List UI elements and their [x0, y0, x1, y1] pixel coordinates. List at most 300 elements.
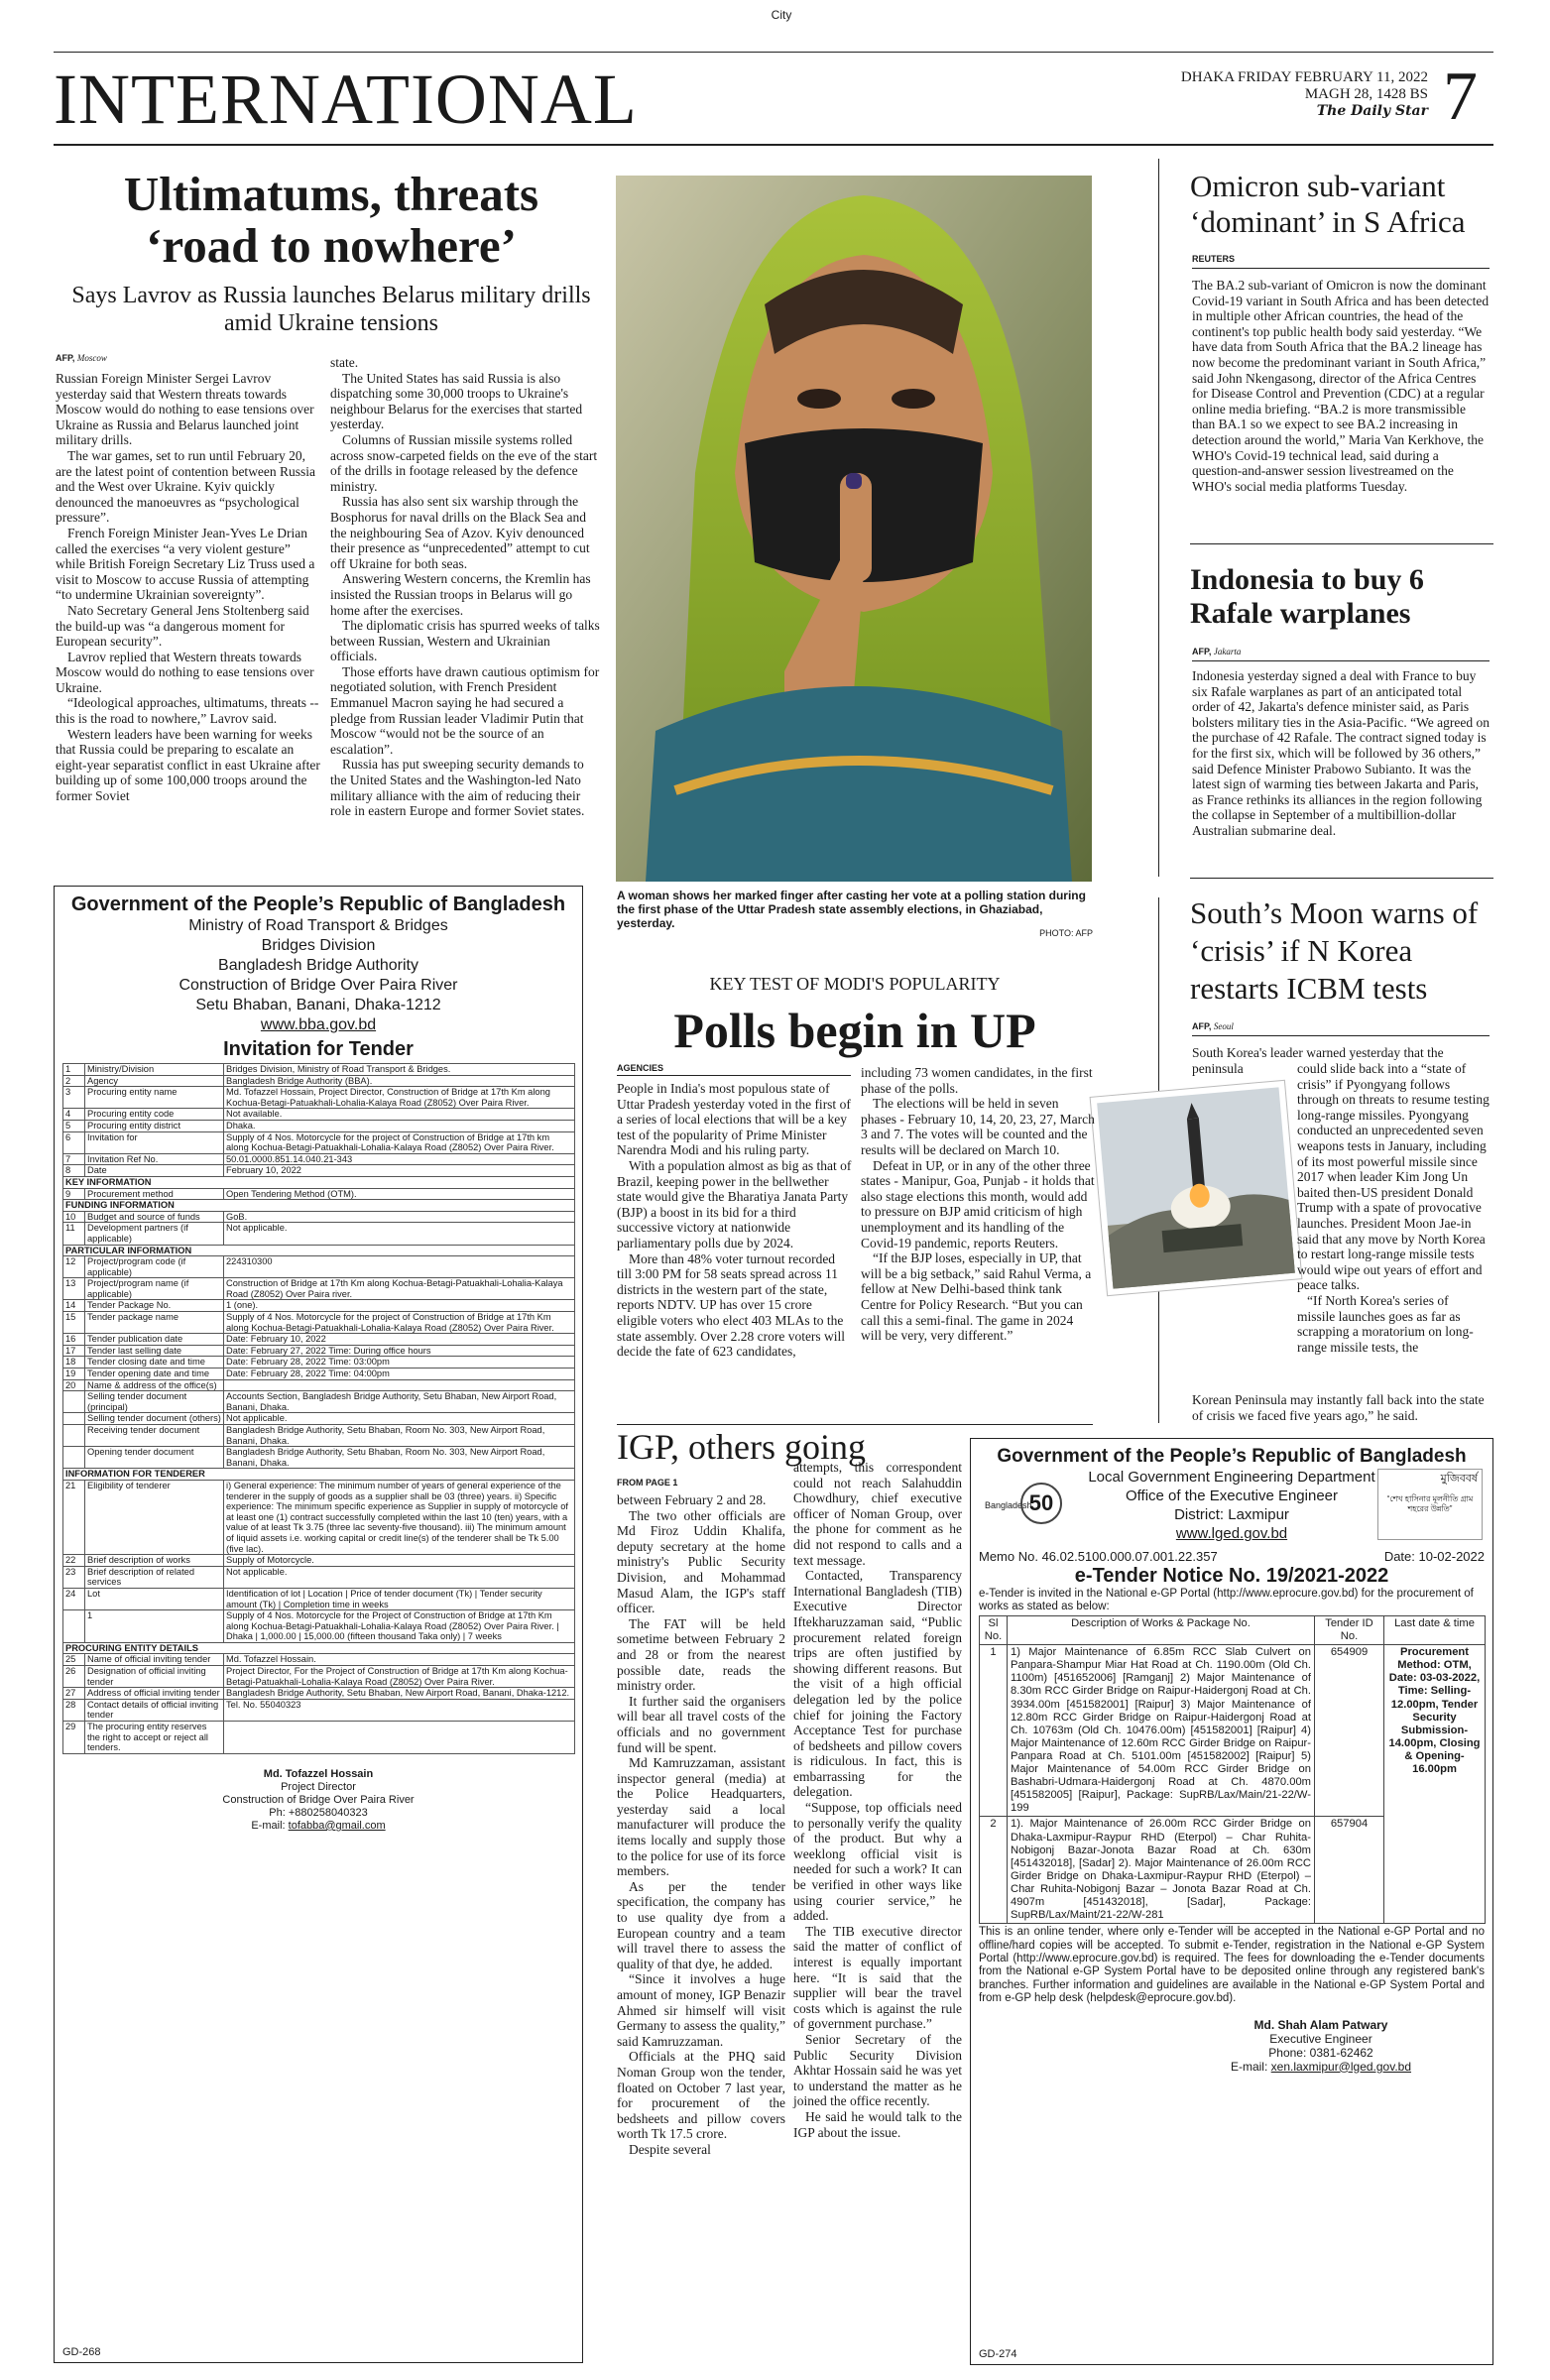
- tender-cell-v: Date: February 10, 2022: [224, 1334, 575, 1346]
- tender-table: [62, 1063, 575, 1754]
- lged-header-cell: Last date & time: [1384, 1616, 1486, 1645]
- lavrov-headline: [54, 169, 609, 272]
- polls-credit-rule: [617, 1075, 851, 1076]
- paragraph: “Ideological approaches, ultimatums, threats -- this is the road to nowhere,” Lavrov said.: [56, 695, 319, 727]
- masthead-rule: [54, 144, 1493, 146]
- korea-headline: South’s Moon warns of ‘crisis’ if N Korea restarts ICBM tests: [1190, 895, 1479, 1006]
- korea-wrap: [1297, 1061, 1490, 1355]
- lavrov-headline-line1: Ultimatums, threats: [123, 167, 539, 221]
- paragraph: It further said the organisers will bear all travel costs of the officials and no government fund will be spent.: [617, 1693, 785, 1755]
- tender-row: [63, 1480, 575, 1554]
- lged-tender-ad: [970, 1438, 1493, 2365]
- bangla-date: MAGH 28, 1428 BS: [1304, 86, 1428, 102]
- tender-row: [63, 1357, 575, 1368]
- paragraph: Russia has also sent six warship through the Bosphorus for naval drills on the Black Sea and the neighbouring Sea of Azov. Kyiv denounced their presence as “unprecedented” attempt to cut off Ukraine for both seas.: [330, 494, 590, 571]
- tender-cell-n: 3: [63, 1087, 85, 1109]
- tender-cell-v: Not applicable.: [224, 1413, 575, 1425]
- photo-credit: PHOTO: AFP: [1039, 928, 1093, 938]
- ad2-signature: [1157, 2018, 1485, 2074]
- paragraph: Lavrov replied that Western threats towards Moscow would do nothing to ease tensions over Ukraine.: [56, 649, 314, 695]
- tender-cell-k: The procuring entity reserves the right to accept or reject all tenders.: [85, 1722, 224, 1754]
- tender-cell-n: 18: [63, 1357, 85, 1368]
- tender-row: [63, 1087, 575, 1109]
- tender-cell-k: Tender Package No.: [85, 1300, 224, 1312]
- tender-cell-k: Date: [85, 1165, 224, 1177]
- indonesia-credit-rule: [1192, 660, 1490, 661]
- tender-row: [63, 1447, 575, 1469]
- ad2-email[interactable]: xen.laxmipur@lged.gov.bd: [1270, 2059, 1412, 2074]
- tender-cell-n: [63, 1447, 85, 1469]
- tender-row: [63, 1064, 575, 1076]
- tender-row: [63, 1131, 575, 1153]
- tender-cell-n: 5: [63, 1120, 85, 1131]
- lged-header-row: [980, 1616, 1486, 1645]
- polls-headline: Polls begin in UP: [673, 1003, 1036, 1058]
- tender-cell-k: Opening tender document: [85, 1447, 224, 1469]
- paragraph: Contacted, Transparency International Bangladesh (TIB) Executive Director Iftekharuzzaman said, “Public procurement related foreign trips are often justified by showing different reasons. But the visit of a high official delegation led by the police chief for joining the Factory Acceptance Test for purchase of bedsheets and pillow covers is ridiculous. In fact, this is embarrassing for the delegation.: [793, 1568, 962, 1800]
- korea-lead: South Korea's leader warned yesterday that the peninsula: [1192, 1045, 1444, 1076]
- ad2-footer: This is an online tender, where only e-Tender will be accepted in the National e-GP Portal and no offline/hard copies will be accepted. To submit e-Tender, registration in the National e-GP System Portal (http://www.eprocure.gov.bd) is required. The fees for downloading the e-Tender documents from the National e-GP System Portal have to be deposited online through any registered bank's branches. Further information and guidelines are available in the National e-GP System Portal and from e-GP help desk (helpdesk@eprocure.gov.bd).: [979, 1926, 1485, 2005]
- tender-row: [63, 1256, 575, 1278]
- tender-section-label: PROCURING ENTITY DETAILS: [63, 1642, 575, 1654]
- tender-cell-v: Date: February 27, 2022 Time: During office hours: [224, 1345, 575, 1357]
- lavrov-credit-agency: AFP,: [56, 353, 75, 363]
- korea-credit-agency: AFP,: [1192, 1021, 1212, 1031]
- tender-cell-v: [224, 1722, 575, 1754]
- paragraph: The two other officials are Md Firoz Uddin Khalifa, deputy secretary at the home ministry's Public Security Division, and Mohammad Masud Alam, the IGP's staff officer.: [617, 1507, 785, 1616]
- tender-cell-k: Name & address of the office(s): [85, 1379, 224, 1391]
- tender-cell-n: 7: [63, 1153, 85, 1165]
- lged-cell-sl: 2: [980, 1817, 1008, 1924]
- tender-cell-v: Supply of Motorcycle.: [224, 1555, 575, 1567]
- paragraph: between February 2 and 28.: [617, 1492, 767, 1507]
- tender-row: [63, 1379, 575, 1391]
- polls-bottom-rule: [617, 1424, 1093, 1425]
- tender-row: [63, 1211, 575, 1223]
- indonesia-bottom-rule: [1190, 878, 1493, 879]
- tender-cell-n: 26: [63, 1666, 85, 1688]
- lged-cell-last: Procurement Method: OTM, Date: 03-03-2022, Time: Selling-12.00pm, Tender Security Submission-14.00pm, Closing & Opening-16.00pm: [1384, 1645, 1486, 1924]
- tender-row: [63, 1391, 575, 1413]
- indonesia-credit-place: Jakarta: [1213, 647, 1242, 656]
- tender-cell-n: 13: [63, 1278, 85, 1300]
- tender-cell-n: 21: [63, 1480, 85, 1554]
- lged-cell-sl: 1: [980, 1645, 1008, 1817]
- tender-cell-v: February 10, 2022: [224, 1165, 575, 1177]
- tender-cell-n: 27: [63, 1688, 85, 1700]
- tender-row: [63, 1555, 575, 1567]
- tender-cell-k: Procuring entity code: [85, 1109, 224, 1121]
- paragraph: More than 48% voter turnout recorded till 3:00 PM for 58 seats spread across 11 districts in the western part of the state, reports NDTV. UP has over 15 crore eligible voters who elect 403 MLAs to the state assembly. Over 2.28 crore voters will decide the fate of 623 candidates,: [617, 1250, 846, 1360]
- tender-cell-n: 19: [63, 1368, 85, 1380]
- ad1-phone: Ph: +880258040323: [269, 1806, 368, 1819]
- tender-cell-n: [63, 1610, 85, 1643]
- tender-cell-v: Supply of 4 Nos. Motorcycle for the project of Construction of Bridge at 17th Km along Kochua-Betagi-Patuakhali-Lohalia-Kalaya Road (Z8052) Over Paira River.: [224, 1312, 575, 1334]
- paragraph: state.: [330, 355, 359, 370]
- tender-cell-v: GoB.: [224, 1211, 575, 1223]
- tender-cell-k: Ministry/Division: [85, 1064, 224, 1076]
- tender-cell-v: i) General experience: The minimum number of years of general experience of the tenderer in the supply of goods as a supplier shall be 03 (three) years. ii) Specific experience: The minimum specific experience as Supplier in supply of motorcycle of at least one (1) contract successfully completed within the last 10 (ten) years, with a value of at least Tk 3.75 (three lac seventy-five thousand). iii) The minimum amount of liquid assets i.e. working capital or credit line(s) of the tenderer shall be Tk 5.00 (five lac).: [224, 1480, 575, 1554]
- voter-photo-illustration: [616, 176, 1092, 882]
- paragraph: Answering Western concerns, the Kremlin has insisted the Russian troops in Belarus will go home after the exercises.: [330, 571, 591, 618]
- paragraph: “If North Korea's series of missile launches goes as far as scrapping a moratorium on long-range missile tests, the: [1297, 1292, 1474, 1355]
- dateline: [1131, 69, 1428, 120]
- tender-cell-n: 8: [63, 1165, 85, 1177]
- lavrov-col2: [330, 355, 600, 819]
- ad2-gov: Government of the People’s Republic of Bangladesh: [997, 1446, 1467, 1467]
- ad2-dept: Local Government Engineering Department: [1088, 1469, 1375, 1486]
- lged-cell-desc: 1). Major Maintenance of 26.00m RCC Girder Bridge on Dhaka-Laxmipur-Raypur RHD (Eterpol) – Char Ruhita-Nobigonj Bazar-Jonota Bazar Road at Ch. 630m [451432018], [Sadar] 2). Major Maintenance of 26.00m RCC Girder Bridge on Dhaka-Laxmipur-Raypur RHD (Eterpol) – Char Ruhita-Nobigonj Bazar – Jonota Bazar Road at Ch. 4907m [451432018], [Sadar], Package: SupRB/Lax/Maint/21-22/W-281: [1008, 1817, 1315, 1924]
- tender-cell-v: Project Director, For the Project of Construction of Bridge at 17th Km along Kochua-Betagi-Patuakhali-Lohalia-Kalaya Road (Z8052) Over Paira River.: [224, 1666, 575, 1688]
- omicron-headline: Omicron sub-variant ‘dominant’ in S Africa: [1190, 169, 1466, 239]
- tender-cell-n: 10: [63, 1211, 85, 1223]
- tender-row: [63, 1666, 575, 1688]
- tender-cell-k: Procuring entity district: [85, 1120, 224, 1131]
- ad2-email-label: E-mail:: [1230, 2059, 1268, 2074]
- ad1-title: Invitation for Tender: [223, 1038, 414, 1060]
- paragraph: As per the tender specification, the company has to use quality dye from a European country and a team will travel there to assess the quality of that dye, he added.: [617, 1878, 785, 1971]
- tender-cell-v: Supply of 4 Nos. Motorcycle for the Project of Construction of Bridge at 17th Km along Kochua-Betagi-Patuakhali-Lohalia-Kalaya Road (Z8052) Over Paira River. | Dhaka | 1,000.00 | 15,000.00 (fifteen thousand Taka only) | 7 weeks: [224, 1610, 575, 1643]
- ad1-signer-project: Construction of Bridge Over Paira River: [222, 1793, 415, 1806]
- tender-cell-k: Selling tender document (principal): [85, 1391, 224, 1413]
- tender-cell-n: 15: [63, 1312, 85, 1334]
- tender-row: [63, 1153, 575, 1165]
- tender-cell-n: 6: [63, 1131, 85, 1153]
- tender-section-label: KEY INFORMATION: [63, 1176, 575, 1188]
- paragraph: The diplomatic crisis has spurred weeks of talks between Russian, Western and Ukrainian officials.: [330, 618, 600, 664]
- tender-cell-n: 29: [63, 1722, 85, 1754]
- tender-row: [63, 1688, 575, 1700]
- paragraph: French Foreign Minister Jean-Yves Le Drian called the exercises “a very violent gesture” while British Foreign Secretary Liz Truss used a visit to Moscow to accuse Russia of attempting “to undermine Ukrainian sovereignty”.: [56, 525, 315, 603]
- tender-row: [63, 1654, 575, 1666]
- tender-section-label: FUNDING INFORMATION: [63, 1200, 575, 1212]
- tender-row: [63, 1300, 575, 1312]
- ad1-signature: [62, 1768, 574, 1833]
- date-text: DHAKA FRIDAY FEBRUARY 11, 2022: [1180, 69, 1428, 85]
- ad2-slogan: “শেখ হাসিনার মূলনীতি গ্রাম শহরের উন্নতি”: [1386, 1494, 1474, 1513]
- ad2-website[interactable]: www.lged.gov.bd: [1175, 1525, 1288, 1542]
- polls-col1: [617, 1081, 853, 1360]
- tender-cell-k: Address of official inviting tender: [85, 1688, 224, 1700]
- tender-cell-k: Lot: [85, 1588, 224, 1609]
- lged-cell-id: 654909: [1315, 1645, 1384, 1817]
- paragraph: “If the BJP loses, especially in UP, that will be a big setback,” said Rahul Verma, a fellow at New Delhi-based think tank Centre for Policy Research. “But you can call this a semi-final. The game in 2024 will be very, very different.”: [861, 1250, 1092, 1344]
- tender-cell-n: 14: [63, 1300, 85, 1312]
- tender-cell-v: Supply of 4 Nos. Motorcycle for the project of Construction of Bridge at 17th km along Kochua-Betagi-Patuakhali-Lohalia-Kalaya Road (Z8052) Over Paira River.: [224, 1131, 575, 1153]
- ad1-division: Bridges Division: [261, 937, 376, 954]
- ad2-badge: [1377, 1469, 1483, 1540]
- tender-row: [63, 1566, 575, 1588]
- tender-cell-n: 25: [63, 1654, 85, 1666]
- tender-section-row: [63, 1200, 575, 1212]
- tender-cell-k: Tender package name: [85, 1312, 224, 1334]
- page-number: 7: [1443, 59, 1478, 135]
- tender-section-row: [63, 1469, 575, 1481]
- tender-cell-v: Bangladesh Bridge Authority, Setu Bhaban, Room No. 303, New Airport Road, Banani, Dhaka.: [224, 1447, 575, 1469]
- paragraph: Those efforts have drawn cautious optimism for negotiated solution, with French President Emmanuel Macron saying he had secured a pledge from Russian leader Vladimir Putin that Moscow “would not be the source of an escalation”.: [330, 663, 600, 757]
- ad2-district: District: Laxmipur: [1174, 1506, 1289, 1523]
- tender-section-label: PARTICULAR INFORMATION: [63, 1245, 575, 1256]
- omicron-body: The BA.2 sub-variant of Omicron is now the dominant Covid-19 variant in South Africa and has been detected in multiple other African countries, the head of the continent's top public health body said yesterday. “We have data from South Africa that the BA.2 lineage has now become the predominant variant in South Africa,” said John Nkengasong, director of the Africa Centres for Disease Control and Prevention (CDC) at a regular online media briefing. “BA.2 is more transmissible than BA.1 so we expect to see BA.2 increasing in detection around the world,” Maria Van Kerkhove, the WHO's Covid-19 technical lead, said during a question-and-answer session livestreamed on the WHO's social media platforms Tuesday.: [1192, 278, 1490, 494]
- paragraph: Western leaders have been warning for weeks that Russia could be preparing to escalate an eight-year separatist conflict in east Ukraine after building up of some 100,000 troops around the former Soviet: [56, 726, 320, 804]
- tender-row: [63, 1278, 575, 1300]
- paragraph: including 73 women candidates, in the first phase of the polls.: [861, 1065, 1093, 1096]
- korea-credit-rule: [1192, 1035, 1490, 1036]
- tender-row: [63, 1120, 575, 1131]
- tender-cell-k: Tender last selling date: [85, 1345, 224, 1357]
- tender-cell-k: Contact details of official inviting tender: [85, 1699, 224, 1721]
- paragraph: Officials at the PHQ said Noman Group won the tender, floated on October 7 last year, for procurement of the bedsheets and pillow covers worth Tk 17.5 crore.: [617, 2049, 785, 2142]
- paragraph: attempts, this correspondent could not reach Salahuddin Chowdhury, chief executive officer of Noman Group, over the phone for comment as he did not respond to calls and a text message.: [793, 1460, 962, 1568]
- tender-cell-k: 1: [85, 1610, 224, 1643]
- lged-header-cell: Tender ID No.: [1315, 1616, 1384, 1645]
- korea-credit-place: Seoul: [1213, 1021, 1234, 1031]
- tender-section-row: [63, 1176, 575, 1188]
- polls-col2: [861, 1065, 1095, 1344]
- tender-cell-n: [63, 1413, 85, 1425]
- tender-row: [63, 1334, 575, 1346]
- tender-row: [63, 1722, 575, 1754]
- tender-cell-n: [63, 1391, 85, 1413]
- polls-kicker: KEY TEST OF MODI'S POPULARITY: [709, 974, 1001, 994]
- tender-row: [63, 1368, 575, 1380]
- tender-cell-k: Project/program name (if applicable): [85, 1278, 224, 1300]
- tender-cell-v: Tel. No. 55040323: [224, 1699, 575, 1721]
- tender-cell-k: Invitation for: [85, 1131, 224, 1153]
- lavrov-credit: [56, 353, 107, 363]
- tender-cell-v: Md. Tofazzel Hossain.: [224, 1654, 575, 1666]
- tender-cell-n: 11: [63, 1223, 85, 1245]
- top-rule: [54, 52, 1493, 53]
- tender-cell-n: [63, 1425, 85, 1447]
- lavrov-credit-place: Moscow: [76, 353, 107, 363]
- tender-cell-v: Open Tendering Method (OTM).: [224, 1188, 575, 1200]
- ad1-signer: Md. Tofazzel Hossain: [263, 1767, 374, 1780]
- tender-cell-n: 4: [63, 1109, 85, 1121]
- photo-caption: A woman shows her marked finger after casting her vote at a polling station during the first phase of the Uttar Pradesh state assembly elections, in Ghaziabad, yesterday.: [617, 889, 1086, 930]
- lged-header-cell: Description of Works & Package No.: [1008, 1616, 1315, 1645]
- polls-credit: AGENCIES: [617, 1063, 664, 1073]
- paragraph: Despite several: [629, 2141, 711, 2157]
- indonesia-body: Indonesia yesterday signed a deal with France to buy six Rafale warplanes as part of an anticipated total order of 42, Jakarta's defence minister said, as Paris bolsters military ties in the Asia-Pacific. “We agreed on the purchase of 42 Rafale. The contract signed today is for the first six, which will be followed by 36 others,” said Defence Minister Prabowo Subianto. It was the latest sign of warming ties between Jakarta and Paris, as France rethinks its alliances in the region following the collapse in September of a multibillion-dollar Australian submarine deal.: [1192, 668, 1490, 838]
- paragraph: People in India's most populous state of Uttar Pradesh yesterday voted in the first of a series of local elections that will be a key test of the popularity of Prime Minister Narendra Modi and his ruling party.: [617, 1081, 851, 1158]
- tender-cell-k: Development partners (if applicable): [85, 1223, 224, 1245]
- tender-cell-k: Selling tender document (others): [85, 1413, 224, 1425]
- section-title: INTERNATIONAL: [54, 60, 638, 139]
- ad1-gov: Government of the People’s Republic of Bangladesh: [70, 893, 566, 915]
- missile-launch-illustration: [1091, 1081, 1302, 1295]
- lged-cell-desc: 1) Major Maintenance of 6.85m RCC Slab Culvert on Panpara-Shampur Miar Hat Road at Ch. 1190.00m (Old Ch. 1100m) [451652006] [Ramganj] 2) Major Maintenance of 8.30m RCC Girder Bridge on Raipur-Haidergonj Road at Ch. 3934.00m [451582001] [Raipur] 3) Major Maintenance of 12.80m RCC Girder Bridge on Raipur-Haidergonj Road at Ch. 10763m (Old Ch. 10476.00m) [451582001] [Raipur] 4) Major Maintenance of 12.60m RCC Girder Bridge on Raipur-Panpara Road at Ch. 5101.00m [451582002] [Raipur] 5) Major Maintenance of 54.00m RCC Girder Bridge on Bashabri-Udmara-Haidergonj Road at Ch. 4870.00m [451582005] [Raipur], Package: SupRB/Lax/Main/21-22/W-199: [1008, 1645, 1315, 1817]
- ad2-code: GD-274: [979, 2348, 1017, 2360]
- paragraph: Russian Foreign Minister Sergei Lavrov yesterday said that Western threats towards Moscow would do nothing to ease tensions over Ukraine as Russia and Belarus launched joint military drills.: [56, 371, 314, 448]
- paragraph: The war games, set to run until February 20, are the latest point of contention between Russia and the West over Ukraine. Kyiv quickly denounced the manoeuvres as “psychological pressure”.: [56, 447, 316, 526]
- paper-name: The Daily Star: [1316, 103, 1428, 119]
- paragraph: Md Kamruzzaman, assistant inspector general (media) at the Police Headquarters, yesterday said a local manufacturer will produce the items locally and supply those to the police for use of its force members.: [617, 1755, 785, 1879]
- paragraph: Senior Secretary of the Public Security Division Akhtar Hossain said he was yet to understand the matter as he joined the office recently.: [793, 2031, 962, 2109]
- tender-row: [63, 1075, 575, 1087]
- tender-cell-k: Receiving tender document: [85, 1425, 224, 1447]
- tender-cell-v: Not available.: [224, 1109, 575, 1121]
- voter-photo: [616, 176, 1092, 882]
- paragraph: He said he would talk to the IGP about the issue.: [793, 2108, 962, 2140]
- indonesia-credit: [1192, 647, 1241, 656]
- tender-cell-k: Brief description of related services: [85, 1566, 224, 1588]
- ad1-ministry: Ministry of Road Transport & Bridges: [188, 917, 448, 934]
- tender-row: [63, 1699, 575, 1721]
- ad1-signer-title: Project Director: [281, 1780, 356, 1793]
- paragraph: could slide back into a “state of crisis” if Pyongyang follows through on threats to resume testing long-range missiles. Pyongyang conducted an unprecedented seven weapons tests in January, including of its most powerful missile since 2017 when leader Kim Jong Un baited then-US president Donald Trump with a spate of provocative launches. President Moon Jae-in said that any move by North Korea to restart long-range missile tests would wipe out years of effort and peace talks.: [1297, 1061, 1490, 1293]
- paragraph: Russia has put sweeping security demands to the United States and the Washington-led Nato military alliance with the aim of reducing their role in eastern Europe and former Soviet states.: [330, 757, 585, 819]
- tender-cell-v: 224310300: [224, 1256, 575, 1278]
- ad1-project: Construction of Bridge Over Paira River: [179, 977, 458, 994]
- ad2-title: e-Tender Notice No. 19/2021-2022: [1074, 1565, 1389, 1587]
- city-label: City: [771, 8, 792, 22]
- tender-cell-v: Accounts Section, Bangladesh Bridge Authority, Setu Bhaban, New Airport Road, Banani, Dhaka.: [224, 1391, 575, 1413]
- tender-cell-n: 2: [63, 1075, 85, 1087]
- lged-header-cell: Sl No.: [980, 1616, 1008, 1645]
- right-column-divider: [1158, 159, 1159, 877]
- tender-row: [63, 1588, 575, 1609]
- tender-row: [63, 1188, 575, 1200]
- tender-row: [63, 1345, 575, 1357]
- ad1-email-line: [62, 1820, 574, 1833]
- ad1-address: Setu Bhaban, Banani, Dhaka-1212: [195, 997, 441, 1013]
- ad2-phone: Phone: 0381-62462: [1268, 2045, 1373, 2060]
- igp-col2: [793, 1460, 962, 2140]
- tender-cell-n: 17: [63, 1345, 85, 1357]
- igp-col1: [617, 1492, 785, 2158]
- ad2-intro: e-Tender is invited in the National e-GP Portal (http://www.eprocure.gov.bd) for the procurement of works as stated as below:: [979, 1588, 1474, 1612]
- lged-cell-id: 657904: [1315, 1817, 1384, 1924]
- tender-row: [63, 1109, 575, 1121]
- ad2-logo-text: Bangladesh: [985, 1500, 1032, 1510]
- ad2-memo-row: [979, 1549, 1485, 1564]
- ad2-signer-title: Executive Engineer: [1269, 2031, 1372, 2046]
- tender-cell-k: Procurement method: [85, 1188, 224, 1200]
- tender-cell-v: Date: February 28, 2022 Time: 04:00pm: [224, 1368, 575, 1380]
- tender-cell-k: Name of official inviting tender: [85, 1654, 224, 1666]
- tender-cell-n: 1: [63, 1064, 85, 1076]
- tender-cell-v: Bangladesh Bridge Authority (BBA).: [224, 1075, 575, 1087]
- lavrov-subhead: Says Lavrov as Russia launches Belarus military drills amid Ukraine tensions: [71, 283, 591, 336]
- paragraph: The United States has said Russia is also dispatching some 30,000 troops to Ukraine's neighbour Belarus for the exercises that started yesterday.: [330, 370, 583, 432]
- igp-headline: IGP, others going: [617, 1427, 866, 1467]
- tender-row: [63, 1425, 575, 1447]
- paragraph: Nato Secretary General Jens Stoltenberg said the build-up was “a dangerous moment for European security”.: [56, 602, 309, 650]
- lged-row: [980, 1645, 1486, 1817]
- ad2-date: Date: 10-02-2022: [1383, 1549, 1485, 1564]
- tender-cell-v: 1 (one).: [224, 1300, 575, 1312]
- ad1-email-label: E-mail:: [251, 1819, 286, 1832]
- bba-tender-ad: [54, 886, 583, 2363]
- ad2-email-line: [1157, 2060, 1485, 2074]
- missile-photo: [1091, 1081, 1302, 1295]
- tender-cell-n: 22: [63, 1555, 85, 1567]
- paragraph: “Since it involves a huge amount of money, IGP Benazir Ahmed sir himself will visit Germany to assess the quality,” said Kamruzzaman.: [617, 1971, 785, 2049]
- tender-cell-v: Date: February 28, 2022 Time: 03:00pm: [224, 1357, 575, 1368]
- tender-cell-k: Eligibility of tenderer: [85, 1480, 224, 1554]
- indonesia-credit-agency: AFP,: [1192, 647, 1212, 656]
- tender-cell-k: Designation of official inviting tender: [85, 1666, 224, 1688]
- korea-tail: Korean Peninsula may instantly fall back into the state of crisis we faced five years ago,” he said.: [1192, 1392, 1485, 1423]
- tender-cell-k: Tender closing date and time: [85, 1357, 224, 1368]
- ad2-logo: [985, 1475, 1060, 1538]
- tender-row: [63, 1312, 575, 1334]
- paragraph: Defeat in UP, or in any of the other three states - Manipur, Goa, Punjab - it holds that also stage elections this month, would add to pressure on BJP amid criticism of high unemployment and its handling of the Covid-19 pandemic, reports Reuters.: [861, 1157, 1095, 1250]
- paragraph: “Suppose, top officials need to personally verify the quality of the product. But why a weeklong official visit is needed for such a work? It can be verified in other ways like using courier service,” he added.: [793, 1800, 962, 1924]
- ad2-signer: Md. Shah Alam Patwary: [1253, 2017, 1388, 2032]
- tender-cell-k: Invitation Ref No.: [85, 1153, 224, 1165]
- tender-cell-k: Tender opening date and time: [85, 1368, 224, 1380]
- ad2-logo-number: 50: [1020, 1483, 1062, 1524]
- tender-cell-v: Identification of lot | Location | Price of tender document (Tk) | Tender security amount (Tk) | Completion time in weeks: [224, 1588, 575, 1609]
- tender-cell-v: [224, 1379, 575, 1391]
- tender-cell-n: 24: [63, 1588, 85, 1609]
- tender-row: [63, 1610, 575, 1643]
- lged-table: [979, 1615, 1486, 1924]
- tender-cell-v: Not applicable.: [224, 1223, 575, 1245]
- tender-section-label: INFORMATION FOR TENDERER: [63, 1469, 575, 1481]
- tender-section-row: [63, 1642, 575, 1654]
- omicron-credit: REUTERS: [1192, 254, 1236, 264]
- tender-cell-v: Construction of Bridge at 17th Km along Kochua-Betagi-Patuakhali-Lohalia-Kalaya Road (Z8052) Over Paira river.: [224, 1278, 575, 1300]
- paragraph: The TIB executive director said the matter of conflict of interest is equally important here. “It is said that the supplier will bear the travel costs which is against the rule of government purchase.”: [793, 1923, 962, 2032]
- ad2-office: Office of the Executive Engineer: [1125, 1488, 1338, 1504]
- tender-cell-v: Dhaka.: [224, 1120, 575, 1131]
- paragraph: With a population almost as big as that of Brazil, keeping power in the bellwether state would give the Bharatiya Janata Party (BJP) a boost in its bid for a third successive victory at nationwide parliamentary polls due by 2024.: [617, 1157, 852, 1250]
- indonesia-headline: Indonesia to buy 6 Rafale warplanes: [1190, 563, 1424, 630]
- tender-cell-n: 23: [63, 1566, 85, 1588]
- paragraph: The elections will be held in seven phases - February 10, 14, 20, 23, 27, March 3 and 7. The votes will be counted and the results will be declared on March 10.: [861, 1096, 1095, 1157]
- tender-cell-k: Agency: [85, 1075, 224, 1087]
- paragraph: The FAT will be held sometime between February 2 and 28 or from the nearest possible date, reads the ministry order.: [617, 1615, 785, 1694]
- omicron-credit-rule: [1192, 268, 1490, 269]
- tender-cell-k: Budget and source of funds: [85, 1211, 224, 1223]
- tender-cell-n: 12: [63, 1256, 85, 1278]
- tender-cell-n: 9: [63, 1188, 85, 1200]
- ad2-badge-text: মুজিববর্ষ: [1440, 1473, 1478, 1485]
- tender-cell-n: 16: [63, 1334, 85, 1346]
- omicron-bottom-rule: [1190, 543, 1493, 544]
- tender-cell-v: Bridges Division, Ministry of Road Transport & Bridges.: [224, 1064, 575, 1076]
- igp-from: FROM PAGE 1: [617, 1478, 678, 1488]
- korea-credit: [1192, 1021, 1234, 1031]
- ad2-memo: Memo No. 46.02.5100.000.07.001.22.357: [979, 1549, 1218, 1564]
- tender-row: [63, 1223, 575, 1245]
- tender-cell-k: Brief description of works: [85, 1555, 224, 1567]
- tender-section-row: [63, 1245, 575, 1256]
- tender-cell-v: 50.01.0000.851.14.040.21-343: [224, 1153, 575, 1165]
- tender-cell-v: Not applicable.: [224, 1566, 575, 1588]
- tender-row: [63, 1413, 575, 1425]
- ad1-website[interactable]: www.bba.gov.bd: [260, 1016, 377, 1033]
- tender-cell-v: Md. Tofazzel Hossain, Project Director, Construction of Bridge at 17th Km along Kochua-Betagi-Patuakhali-Lohalia-Kalaya Road (Z8052) Over Paira River.: [224, 1087, 575, 1109]
- tender-cell-k: Procuring entity name: [85, 1087, 224, 1109]
- tender-row: [63, 1165, 575, 1177]
- lavrov-col1: [56, 371, 323, 804]
- tender-cell-k: Project/program code (if applicable): [85, 1256, 224, 1278]
- ad1-code: GD-268: [62, 2346, 101, 2358]
- paragraph: Columns of Russian missile systems rolled across snow-carpeted fields on the eve of the start of the drills in footage released by the defence ministry.: [330, 431, 598, 494]
- tender-cell-n: 28: [63, 1699, 85, 1721]
- lavrov-headline-line2: ‘road to nowhere’: [146, 218, 517, 273]
- tender-cell-v: Bangladesh Bridge Authority, Setu Bhaban, Room No. 303, New Airport Road, Banani, Dhaka.: [224, 1425, 575, 1447]
- ad1-authority: Bangladesh Bridge Authority: [218, 957, 418, 974]
- tender-cell-k: Tender publication date: [85, 1334, 224, 1346]
- tender-cell-v: Bangladesh Bridge Authority, Setu Bhaban, New Airport Road, Banani, Dhaka-1212.: [224, 1688, 575, 1700]
- ad1-email[interactable]: tofabba@gmail.com: [288, 1819, 386, 1832]
- tender-cell-n: 20: [63, 1379, 85, 1391]
